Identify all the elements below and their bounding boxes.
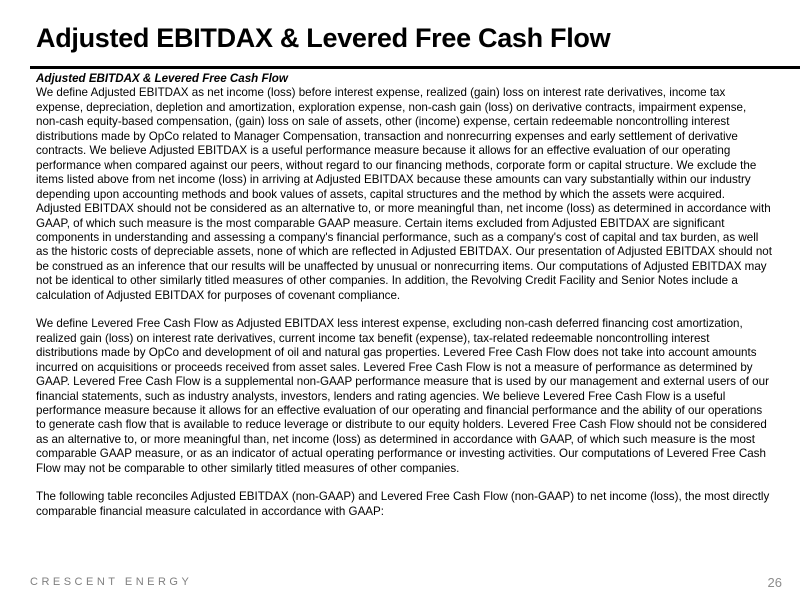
adjusted-ebitdax-definition-paragraph: We define Adjusted EBITDAX as net income (loss) before interest expense, realized (gain) loss on interest rate derivatives, income tax expense, depreciation, depletion and amortization, exploration expense, non-cash gain (loss) on derivative contracts, impairment expense, non-cash equity-based compensation, (gain) loss on sale of assets, other (income) expense, certain redeemable noncontrolling interest distributions made by OpCo related to Manager Compensation, transaction and nonrecurring expenses and early settlement of derivative contracts. We believe Adjusted EBITDAX is a useful performance measure because it allows for an effective evaluation of our operating performance when compared against our peers, without regard to our financing methods, corporate form or capital structure. We exclude the items listed above from net income (loss) in arriving at Adjusted EBITDAX because these amounts can vary substantially within our industry depending upon accounting methods and book values of assets, capital structures and the method by which the assets were acquired. Adjusted EBITDAX should not be considered as an alternative to, or more meaningful than, net income (loss) as determined in accordance with GAAP, of which such measure is the most comparable GAAP measure. Certain items excluded from Adjusted EBITDAX are significant components in understanding and assessing a company's financial performance, such as a company's cost of capital and tax burden, as well as the historic costs of depreciable assets, none of which are reflected in Adjusted EBITDAX. Our presentation of Adjusted EBITDAX should not be construed as an inference that our results will be unaffected by unusual or nonrecurring items. Our computations of Adjusted EBITDAX may not be identical to other similarly titled measures of other companies. In addition, the Revolving Credit Facility and Senior Notes include a calculation of Adjusted EBITDAX for purposes of covenant compliance. — [36, 86, 772, 302]
title-divider — [30, 66, 800, 69]
company-wordmark: CRESCENT ENERGY — [30, 576, 193, 588]
levered-free-cash-flow-definition-paragraph: We define Levered Free Cash Flow as Adjusted EBITDAX less interest expense, excluding non-cash deferred financing cost amortization, realized gain (loss) on interest rate derivatives, current income tax benefit (expense), tax-related redeemable noncontrolling interest distributions made by OpCo and development of oil and natural gas properties. Levered Free Cash Flow does not take into account amounts incurred on acquisitions or proceeds received from asset sales. Levered Free Cash Flow is not a measure of performance as determined by GAAP. Levered Free Cash Flow is a supplemental non-GAAP performance measure that is used by our management and external users of our financial statements, such as industry analysts, investors, lenders and rating agencies. We believe Levered Free Cash Flow is a useful performance measure because it allows for an effective evaluation of our operating and financial performance and the ability of our operations to generate cash flow that is available to reduce leverage or distribute to our equity holders. Levered Free Cash Flow should not be considered as an alternative to, or more meaningful than, net income (loss) as determined in accordance with GAAP, of which such measure is the most comparable GAAP measure, or as an indicator of actual operating performance or investing activities. Our computations of Levered Free Cash Flow may not be comparable to other similarly titled measures of other companies. — [36, 317, 769, 475]
reconciliation-intro-paragraph: The following table reconciles Adjusted EBITDAX (non-GAAP) and Levered Free Cash Flow (non-GAAP) to net income (loss), the most directly comparable financial measure calculated in accordance with GAAP: — [36, 490, 770, 518]
section-heading: Adjusted EBITDAX & Levered Free Cash Flow — [36, 72, 288, 85]
page-number: 26 — [767, 575, 782, 590]
slide-title: Adjusted EBITDAX & Levered Free Cash Flow — [36, 23, 611, 53]
body-content — [36, 72, 772, 519]
